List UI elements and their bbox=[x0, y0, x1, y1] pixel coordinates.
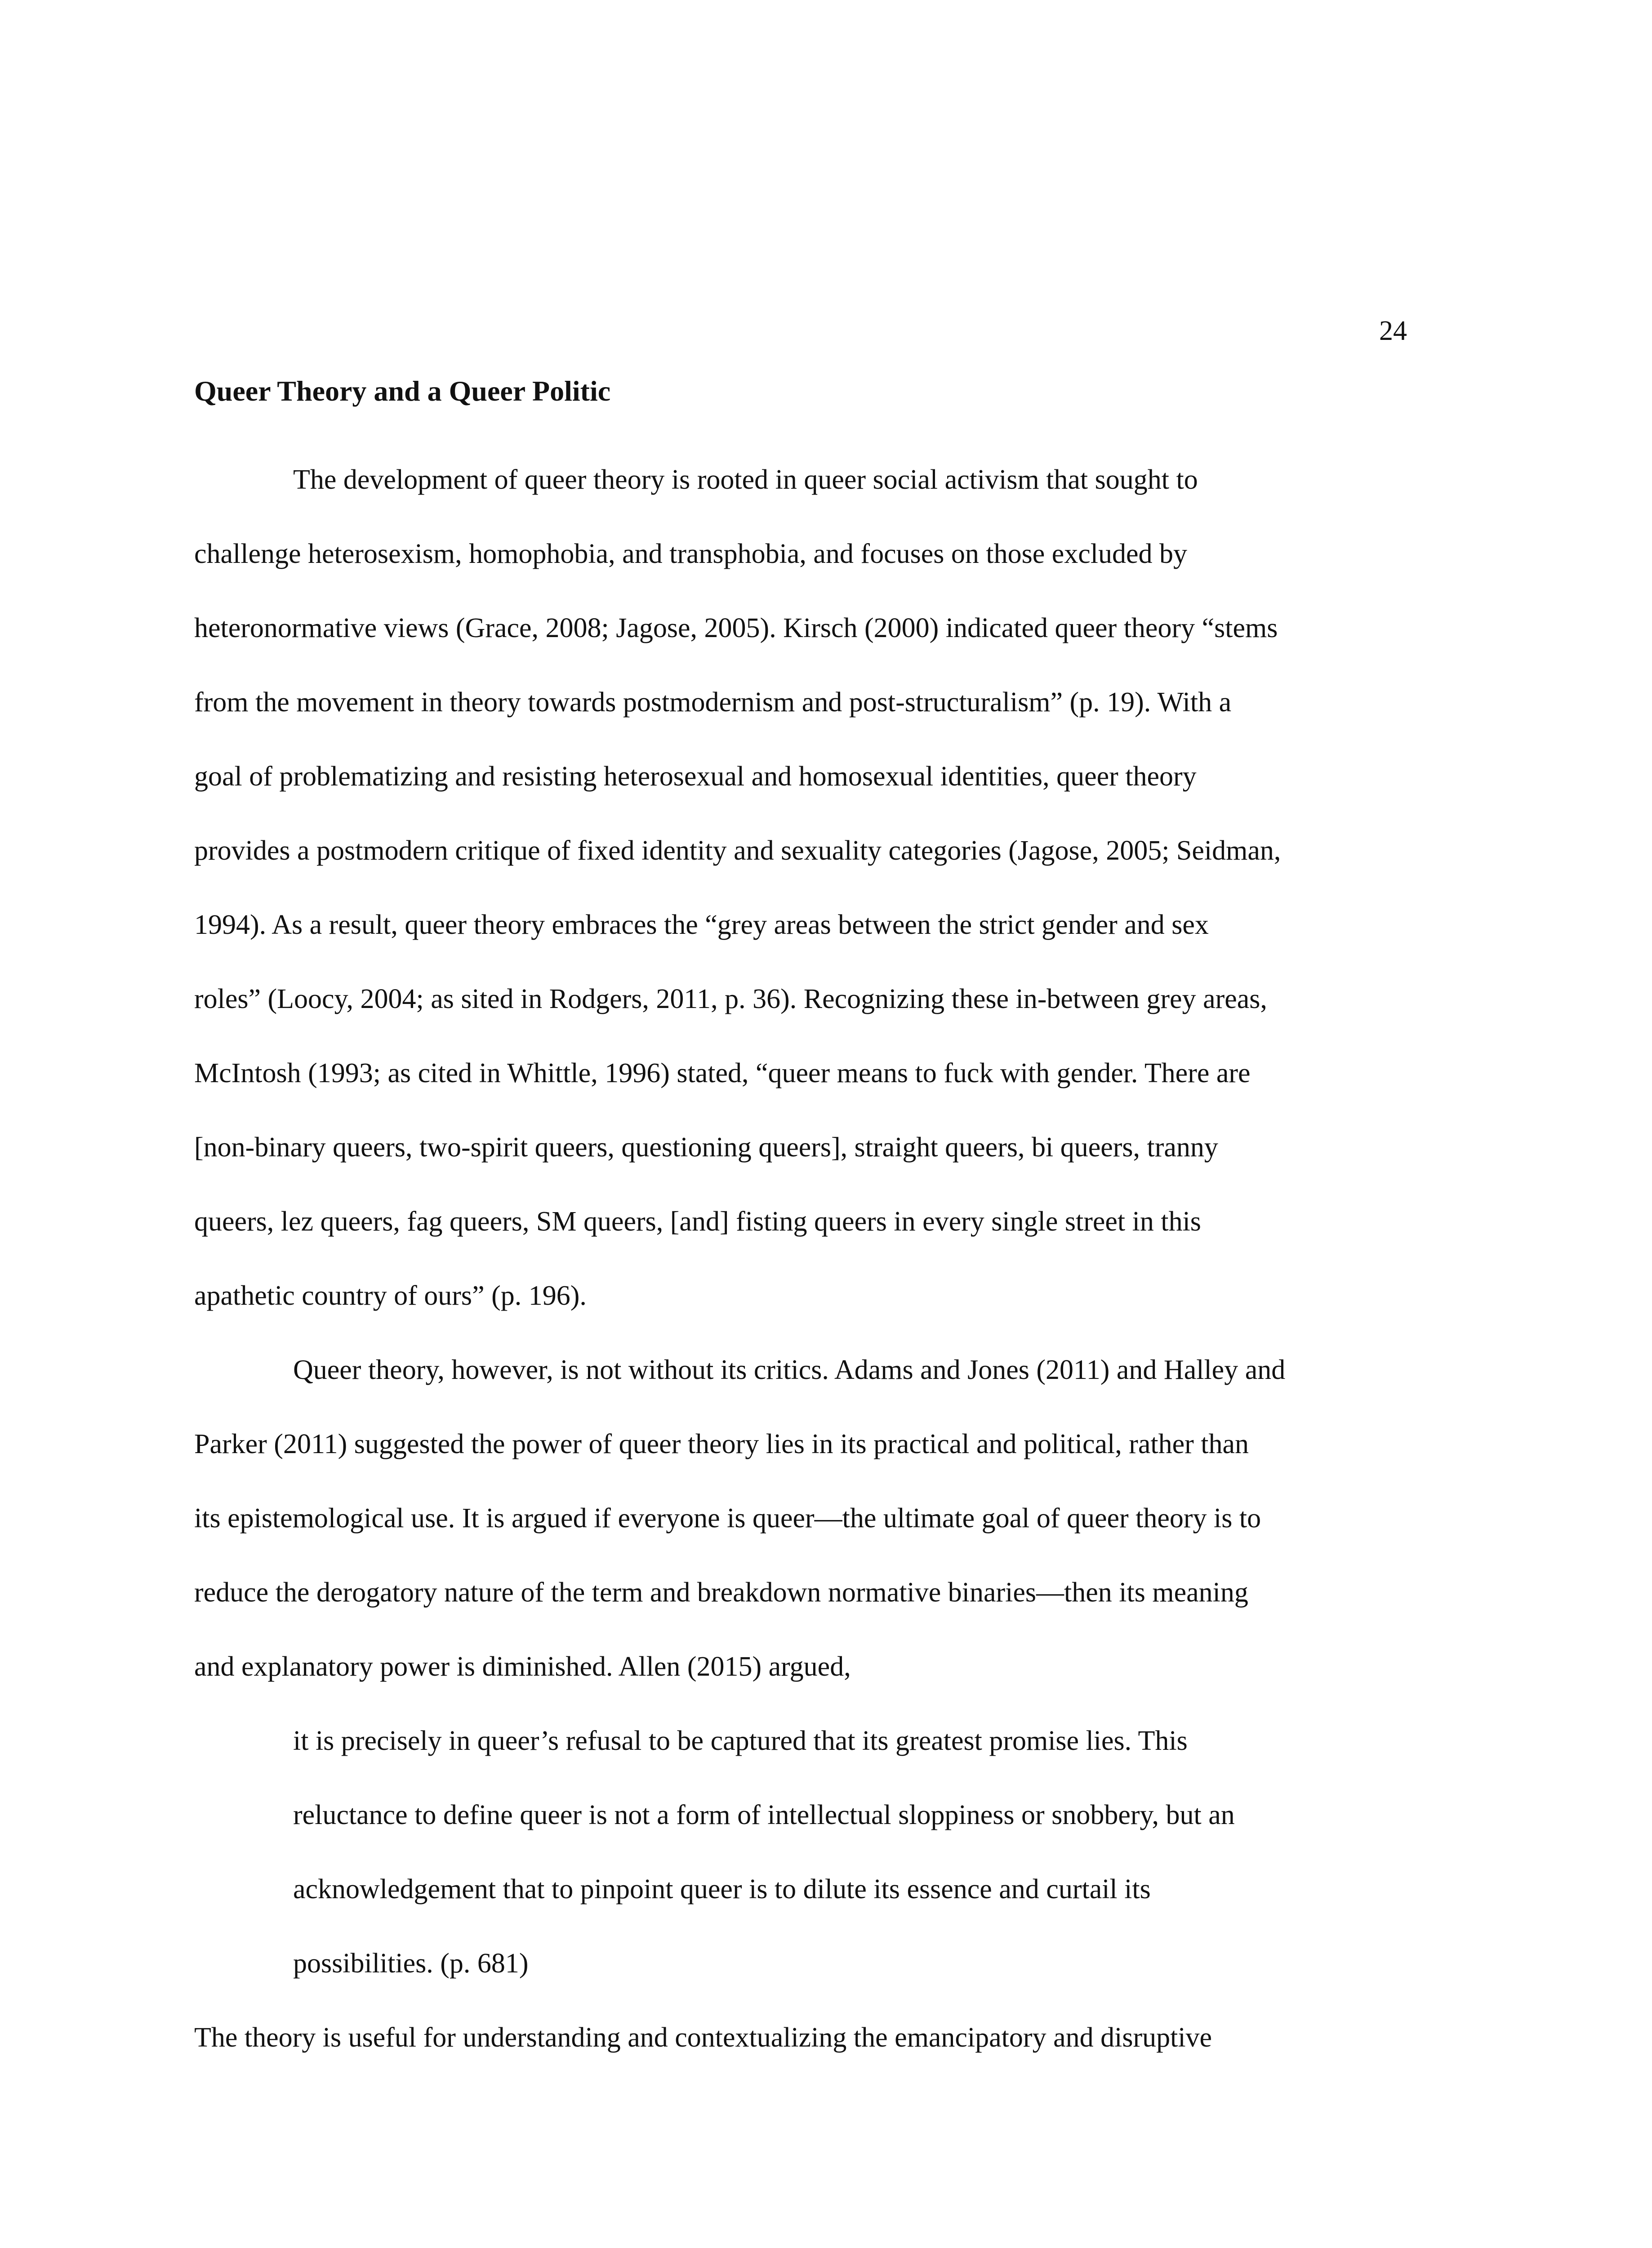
quote-line: it is precisely in queer’s refusal to be captured that its greatest promise lies. This bbox=[293, 1726, 1188, 1756]
paragraph-line: Queer theory, however, is not without its critics. Adams and Jones (2011) and Halley and bbox=[293, 1355, 1286, 1385]
page-number: 24 bbox=[1379, 316, 1407, 346]
quote-line: possibilities. (p. 681) bbox=[293, 1948, 529, 1979]
paragraph-line: heteronormative views (Grace, 2008; Jagose, 2005). Kirsch (2000) indicated queer theory “stems bbox=[194, 613, 1278, 643]
paragraph-2 bbox=[194, 1333, 1466, 1704]
paragraph-line: The theory is useful for understanding and contextualizing the emancipatory and disruptive bbox=[194, 2022, 1212, 2053]
paragraph-line: and explanatory power is diminished. Allen (2015) argued, bbox=[194, 1651, 851, 1682]
paragraph-line: goal of problematizing and resisting heterosexual and homosexual identities, queer theory bbox=[194, 761, 1197, 792]
paragraph-3 bbox=[194, 2001, 1466, 2075]
paragraph-line: [non-binary queers, two-spirit queers, questioning queers], straight queers, bi queers, tranny bbox=[194, 1132, 1218, 1163]
block-quote bbox=[194, 1704, 1466, 2001]
paragraph-line: Parker (2011) suggested the power of queer theory lies in its practical and political, rather than bbox=[194, 1429, 1249, 1459]
quote-line: acknowledgement that to pinpoint queer is to dilute its essence and curtail its bbox=[293, 1874, 1151, 1905]
paragraph-line: reduce the derogatory nature of the term and breakdown normative binaries—then its meaning bbox=[194, 1577, 1248, 1608]
paragraph-line: 1994). As a result, queer theory embraces the “grey areas between the strict gender and sex bbox=[194, 910, 1209, 940]
paragraph-line: provides a postmodern critique of fixed identity and sexuality categories (Jagose, 2005; Seidman, bbox=[194, 835, 1281, 866]
paragraph-line: apathetic country of ours” (p. 196). bbox=[194, 1280, 587, 1311]
paragraph-line: queers, lez queers, fag queers, SM queers, [and] fisting queers in every single street in this bbox=[194, 1206, 1201, 1237]
paragraph-1 bbox=[194, 443, 1466, 1333]
document-body bbox=[194, 369, 1466, 2075]
paragraph-line: roles” (Loocy, 2004; as sited in Rodgers, 2011, p. 36). Recognizing these in-between grey areas, bbox=[194, 984, 1267, 1014]
paragraph-line: from the movement in theory towards postmodernism and post-structuralism” (p. 19). With a bbox=[194, 687, 1232, 718]
paragraph-line: McIntosh (1993; as cited in Whittle, 1996) stated, “queer means to fuck with gender. There are bbox=[194, 1058, 1251, 1088]
paragraph-line: The development of queer theory is rooted in queer social activism that sought to bbox=[293, 464, 1198, 495]
paragraph-line: challenge heterosexism, homophobia, and transphobia, and focuses on those excluded by bbox=[194, 539, 1188, 569]
section-heading: Queer Theory and a Queer Politic bbox=[194, 375, 611, 407]
paragraph-line: its epistemological use. It is argued if everyone is queer—the ultimate goal of queer theory is to bbox=[194, 1503, 1261, 1534]
quote-line: reluctance to define queer is not a form of intellectual sloppiness or snobbery, but an bbox=[293, 1800, 1235, 1830]
